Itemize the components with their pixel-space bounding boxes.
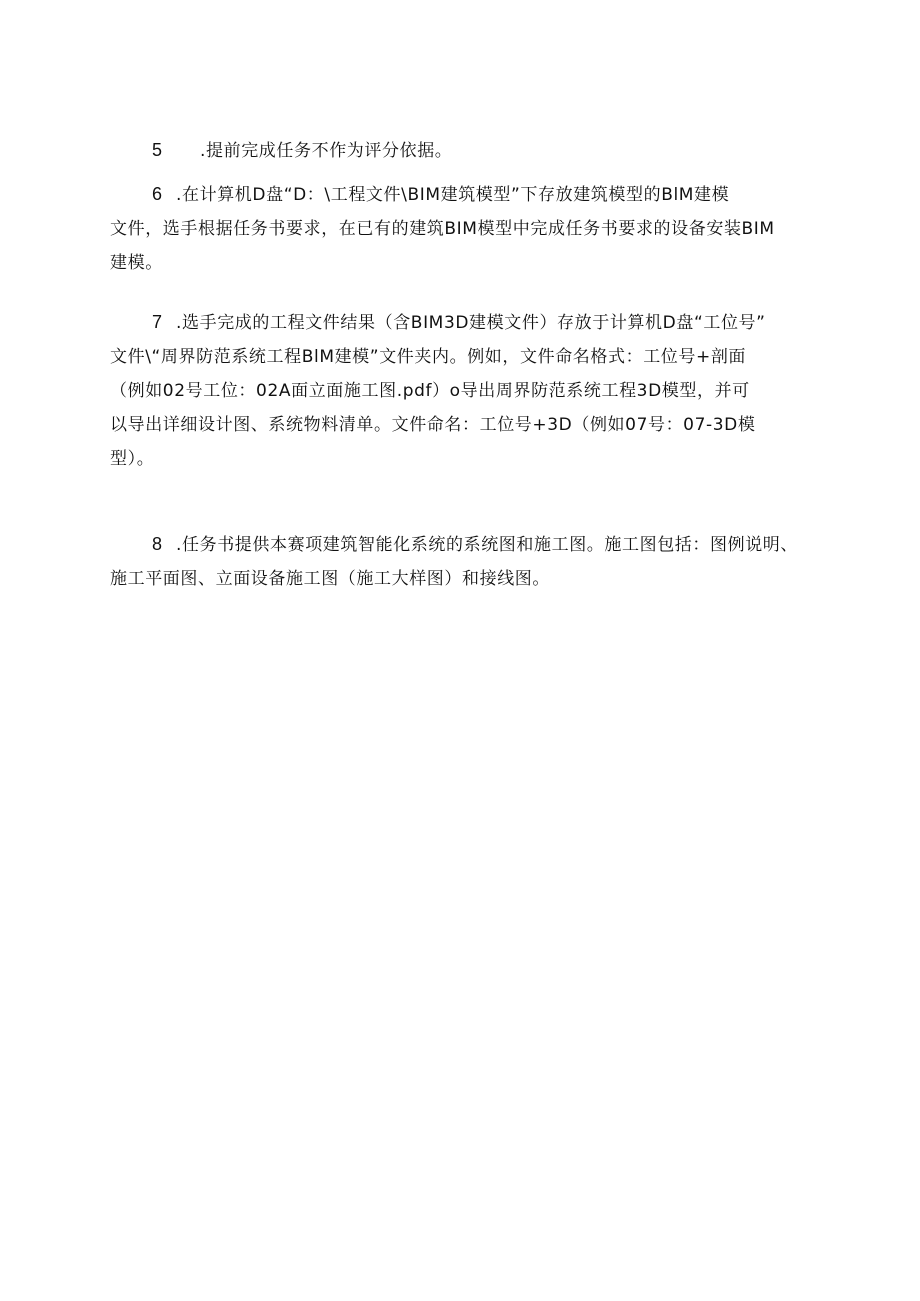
list-item-5 bbox=[110, 133, 810, 168]
item-6-line-1 bbox=[110, 177, 810, 212]
item-number: 6 bbox=[152, 184, 163, 204]
item-number: 8 bbox=[152, 534, 163, 554]
item-text: .任务书提供本赛项建筑智能化系统的系统图和施工图。施工图包括：图例说明、 bbox=[176, 535, 799, 555]
item-text: .选手完成的工程文件结果（含BIM3D建模文件）存放于计算机D盘“工位号” bbox=[176, 313, 766, 333]
item-7-line-1 bbox=[110, 305, 810, 340]
list-item-7 bbox=[110, 305, 810, 476]
item-7-line-5: 型）。 bbox=[110, 449, 155, 469]
item-6-line-3: 建模。 bbox=[110, 253, 163, 273]
item-8-line-2: 施工平面图、立面设备施工图（施工大样图）和接线图。 bbox=[110, 569, 550, 589]
item-number: 7 bbox=[152, 312, 163, 332]
item-7-line-3: （例如02号工位：02A面立面施工图.pdf）o导出周界防范系统工程3D模型，并可 bbox=[110, 381, 750, 401]
item-number: 5 bbox=[152, 140, 163, 160]
item-text: .提前完成任务不作为评分依据。 bbox=[200, 141, 453, 161]
item-text: .在计算机D盘“D：\工程文件\BIM建筑模型”下存放建筑模型的BlM建模 bbox=[176, 185, 730, 205]
item-8-line-1 bbox=[110, 527, 810, 562]
list-item-6 bbox=[110, 177, 810, 280]
list-item-8 bbox=[110, 527, 810, 596]
item-5-line-1 bbox=[110, 133, 810, 168]
item-7-line-2: 文件\“周界防范系统工程BlM建模”文件夹内。例如，文件命名格式：工位号+剖面 bbox=[110, 347, 747, 367]
item-7-line-4: 以导出详细设计图、系统物料清单。文件命名：工位号+3D（例如07号：07-3D模 bbox=[110, 415, 756, 435]
item-6-line-2: 文件，选手根据任务书要求，在已有的建筑BIM模型中完成任务书要求的设备安装BIM bbox=[110, 219, 775, 239]
